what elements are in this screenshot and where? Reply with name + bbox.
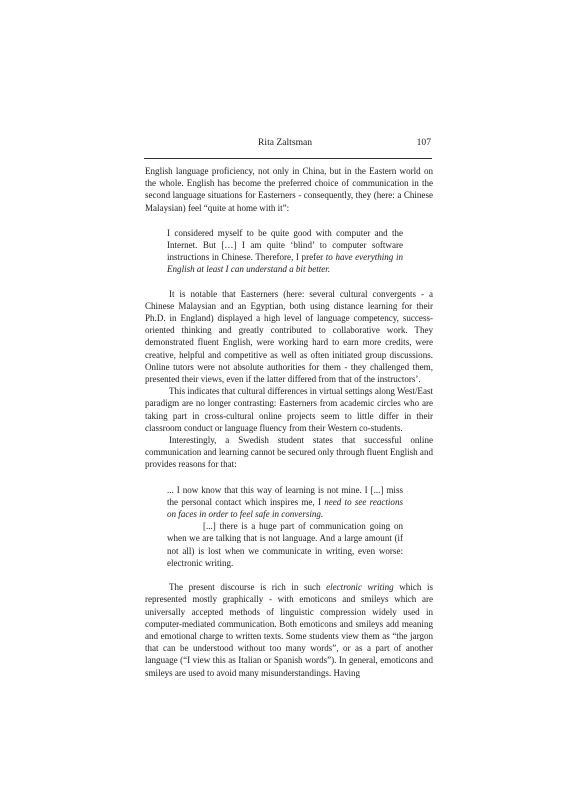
paragraph-4: Interestingly, a Swedish student states that successful online communication and learning cannot be secured only through fluent English and provides reasons for that: [145,435,433,470]
running-header [145,136,433,150]
body-text [145,165,433,679]
paragraph-5: The present discourse is rich in such electronic writing which is represented mostly graphically - with emoticons and smileys which are universally accepted methods of linguistic compression widely used in computer-mediated communication. Both emoticons and smileys add meaning and emotional charge to written texts. Some students view them as “the jargon that can be understood without too many words”, or as a part of another language (“I view this as Italian or Spanish words”). In general, emoticons and smileys are used to avoid many misunderstandings. Having [145,582,433,678]
paragraph-2: It is notable that Easterners (here: several cultural convergents - a Chinese Malaysian and an Egyptian, both using distance learning for their Ph.D. in England) displayed a high level of language competency, success-oriented thinking and greatly contributed to collaborative work. They demonstrated fluent English, were working hard to earn more credits, were creative, helpful and competitive as well as often initiated group discussions. Online tutors were not absolute authorities for them - they challenged them, presented their views, even if the latter differed from that of the instructors’. [145,288,433,385]
paragraph-3: This indicates that cultural differences in virtual settings along West/East paradigm are no longer contrasting: Easterners from academic circles who are taking part in cross-cultural online projects seem to little differ in their classroom conduct or language fluency from their Western co-students. [145,386,433,433]
quote-2-text: ... I now know that this way of learning is not mine. I [...] miss the personal contact which inspires me, I need to see reactions on faces in order to feel safe in conversing. [167,484,403,520]
block-quote-1 [167,227,403,276]
header-author: Rita Zaltsman [258,137,313,148]
page-number: 107 [416,137,431,148]
quote-1-text: I considered myself to be quite good with computer and the Internet. But […] I am quite ‘blind’ to computer software instructions in Chinese. Therefore, I prefer to have everything in English at least I can understand a bit better. [167,227,403,275]
paragraph-1: English language proficiency, not only in China, but in the Eastern world on the whole. English has become the preferred choice of communication in the second language situations for Easterners - consequently, they (here: a Chinese Malaysian) feel “quite at home with it”: [145,166,433,213]
quote-2-italic: need to see reactions on faces in order to feel safe in conversing. [167,496,403,520]
header-rule [144,158,432,159]
block-quote-2 [167,484,403,569]
quote-1-italic: to have everything in English at least I can understand a bit better. [167,252,403,275]
quote-2-continuation: [...] there is a huge part of communication going on when we are talking that is not language. And a large amount (if not all) is lost when we communicate in writing, even worse: electronic writing. [167,521,403,568]
paragraph-5-italic: electronic writing [326,582,394,593]
